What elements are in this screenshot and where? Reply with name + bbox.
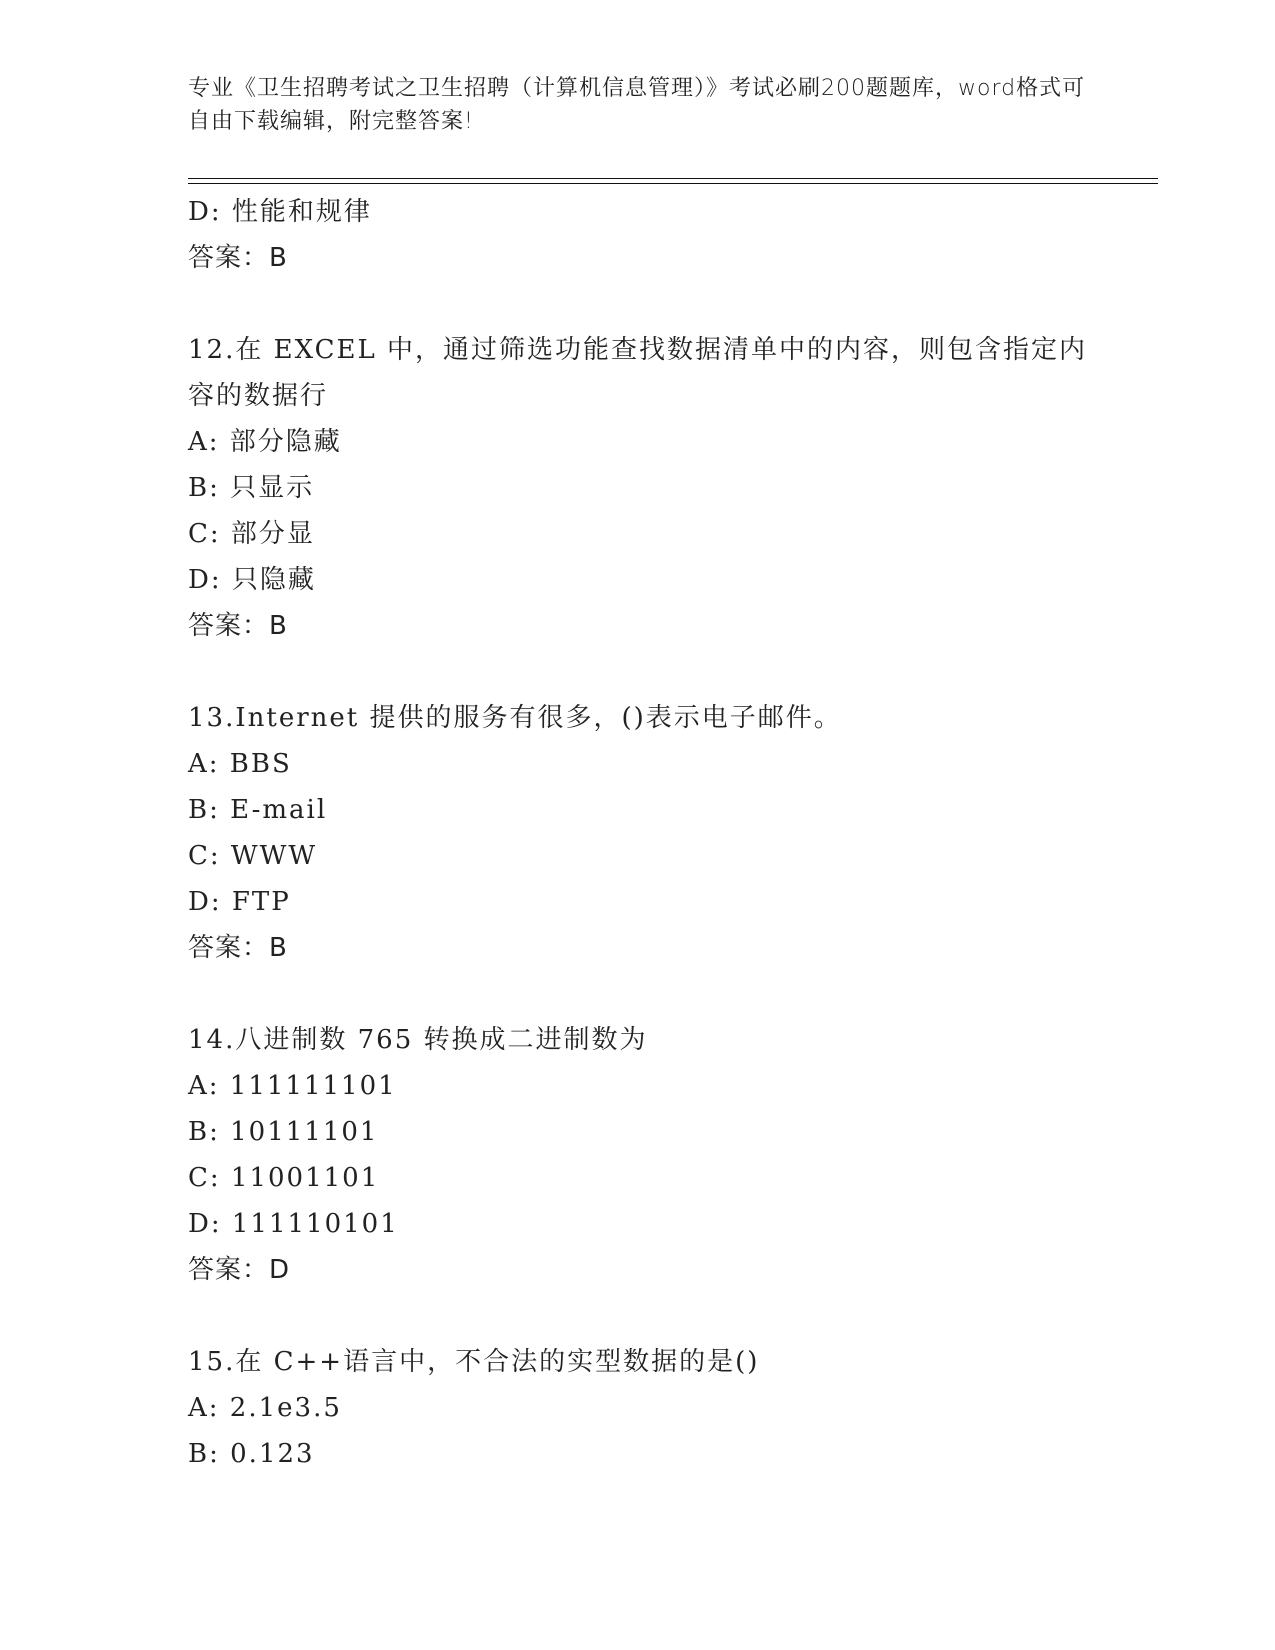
option-a: A: 111111101: [188, 1071, 397, 1101]
answer: 答案：D: [188, 1255, 291, 1285]
header-rule-bottom: [188, 183, 1158, 184]
option-c: C: 部分显: [188, 519, 315, 549]
question-11-option-d: D: 性能和规律: [188, 197, 372, 227]
question-stem: 14.八进制数 765 转换成二进制数为: [188, 1025, 648, 1055]
question-stem: 13.Internet 提供的服务有很多，()表示电子邮件。: [188, 703, 842, 733]
option-a: A: BBS: [188, 749, 292, 779]
option-b: B: 10111101: [188, 1117, 379, 1147]
answer: 答案：B: [188, 933, 288, 963]
question-stem: 12.在 EXCEL 中，通过筛选功能查找数据清单中的内容，则包含指定内容的数据行: [188, 335, 1088, 411]
option-d: D: 111110101: [188, 1209, 399, 1239]
question-15: [188, 1339, 1088, 1477]
spacer: [188, 281, 1088, 327]
option-b: B: E-mail: [188, 795, 328, 825]
question-13: [188, 695, 1088, 971]
question-list: [188, 189, 1088, 1477]
option-c: C: WWW: [188, 841, 318, 871]
question-14: [188, 1017, 1088, 1293]
option-d: D: FTP: [188, 887, 291, 917]
spacer: [188, 1293, 1088, 1339]
answer: 答案：B: [188, 611, 288, 641]
document-header: 专业《卫生招聘考试之卫生招聘（计算机信息管理）》考试必刷200题题库，word格式可自由下载编辑，附完整答案!: [188, 76, 1086, 134]
option-b: B: 只显示: [188, 473, 315, 503]
question-stem: 15.在 C++语言中，不合法的实型数据的是(): [188, 1347, 760, 1377]
spacer: [188, 971, 1088, 1017]
header-rule-top: [188, 178, 1158, 179]
option-a: A: 部分隐藏: [188, 427, 342, 457]
question-12: [188, 327, 1088, 649]
option-a: A: 2.1e3.5: [188, 1393, 342, 1423]
question-11-answer: 答案：B: [188, 243, 288, 273]
option-d: D: 只隐藏: [188, 565, 316, 595]
option-c: C: 11001101: [188, 1163, 380, 1193]
option-b: B: 0.123: [188, 1439, 315, 1469]
spacer: [188, 649, 1088, 695]
